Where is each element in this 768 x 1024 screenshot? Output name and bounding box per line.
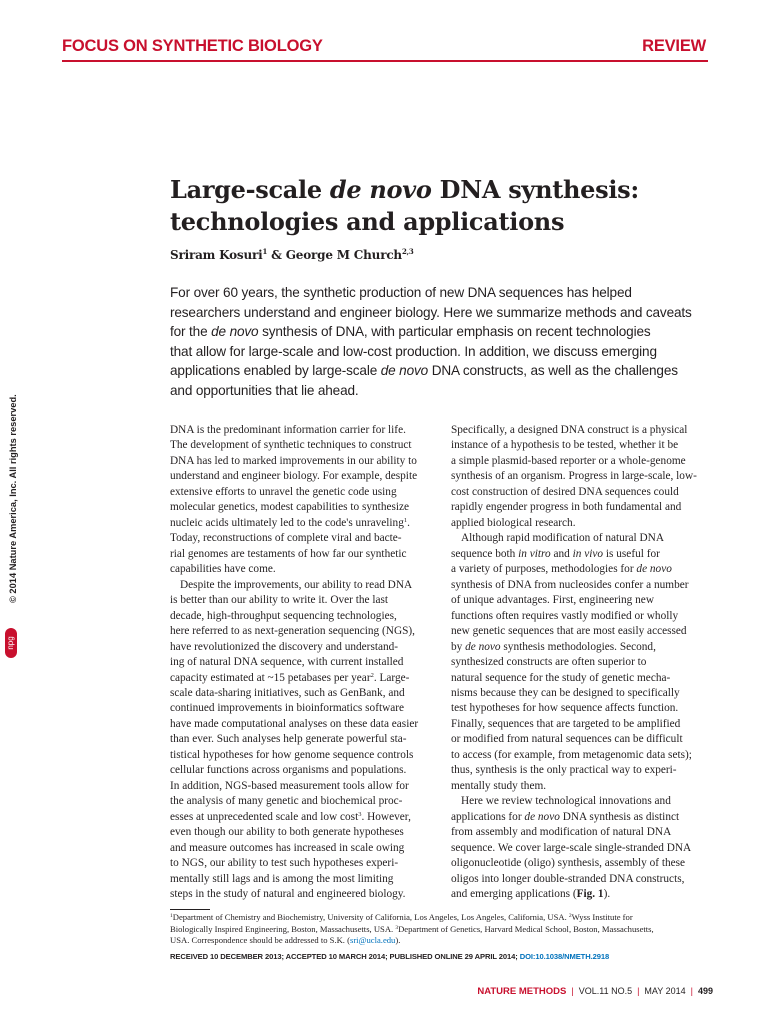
text-line: capabilities have come. [170,563,276,576]
text-line: oligos into longer double-stranded DNA constructs, [451,872,685,885]
text-line: cost construction of desired DNA sequences could [451,485,679,498]
text-line: esses at unprecedented scale and low cost$^3$. However, [170,810,411,823]
article-type-label: REVIEW [642,37,706,55]
text-line: and measure outcomes has increased in scale owing [170,841,405,854]
text-line: molecular genetics, modest capabilities to synthesize [170,501,410,514]
citation-ref[interactable]: 1 [403,516,408,524]
text-line: steps in the study of natural and engineered biology. [170,888,406,901]
text-line: have made computational analyses on these data easier [170,717,419,730]
text-line: the analysis of many genetic and biochemical proc- [170,795,403,808]
text-line: capacity estimated at ~15 petabases per year$^2$. Large- [170,671,410,684]
text-line: applied biological research. [451,516,576,529]
text-line: a simple plasmid-based reporter or a whole-genome [451,454,686,467]
author-name: George M Church [285,248,402,262]
text-line: scale data-sharing initiatives, such as GenBank, and [170,686,405,699]
text-line: mentally still lags and is among the most limiting [170,872,394,885]
text-line: continued improvements in bioinformatics software [170,702,405,715]
text-line: than ever. Such analyses help generate powerful sta- [170,733,407,746]
text-line: Finally, sequences that are targeted to be amplified [451,717,681,730]
text-line: oligonucleotide (oligo) synthesis, assembly of these [451,857,686,870]
text-line: sequence. We cover large-scale single-stranded DNA [451,841,692,854]
text-line: natural sequence for the study of genetic mecha- [451,671,671,684]
text-line: The development of synthetic techniques to construct [170,439,412,452]
text-line: synthesis of DNA from nucleosides confer a number [451,578,689,591]
citation-ref[interactable]: 3 [358,810,362,818]
text-line: rapidly engender progress in both fundamental and [451,501,682,514]
footnote-rule [170,909,210,910]
text-line: DNA is the predominant information carrier for life. [170,424,406,436]
text-line: cellular functions across organisms and populations. [170,764,407,777]
npg-logo [5,628,17,658]
body-column-left [170,423,434,903]
author-list: Sriram Kosuri$^1$ & George M Church$^{2,3}$ [170,247,414,262]
volume-issue: VOL.11 NO.5 [578,986,633,996]
text-line: thus, synthesis is the only practical way to experi- [451,764,677,777]
text-line: from assembly and modification of natural DNA [451,826,672,839]
text-line: is better than our ability to write it. Over the last [170,594,389,607]
text-line: tistical hypotheses for how genome sequence controls [170,748,414,761]
text-line: Today, reconstructions of complete viral and bacte- [170,532,402,545]
text-line: nisms because they can be designed to specifically [451,686,680,699]
publication-dates: RECEIVED 10 DECEMBER 2013; ACCEPTED 10 MARCH 2014; PUBLISHED ONLINE 29 APRIL 2014; DOI:10.1038/NMETH.2918 [170,952,610,961]
text-line: or modified from natural sequences can be difficult [451,733,683,746]
text-line: decade, high-throughput sequencing technologies, [170,609,397,622]
text-line: nucleic acids ultimately led to the code's unraveling$^1$. [170,516,410,529]
text-line: sequence both in vitro and in vivo is useful for [451,547,660,560]
copyright-notice: © 2014 Nature America, Inc. All rights reserved. [8,394,18,603]
text-line: synthesis of an organism. Progress in large-scale, low- [451,470,697,483]
text-line: understand and engineer biology. For example, despite [170,470,418,483]
citation-ref[interactable]: 2 [370,671,374,679]
text-line: instance of a hypothesis to be tested, whether it be [451,439,679,452]
text-line: by de novo synthesis methodologies. Second, [451,640,656,653]
figure-ref[interactable]: Fig. 1 [576,888,604,901]
text-line: a variety of purposes, methodologies for de novo [451,563,672,576]
text-line: have revolutionized the discovery and understand- [170,640,399,653]
text-line: test hypotheses for how sequence affects function. [451,702,679,715]
author-name: Sriram Kosuri [170,248,263,262]
body-column-right [451,423,715,903]
text-line: ing of natural DNA sequence, with current installed [170,656,404,669]
text-line: Despite the improvements, our ability to read DNA [180,578,413,591]
text-line: of unique advantages. First, engineering new [451,594,654,607]
page-number: 499 [697,986,713,996]
section-label: FOCUS ON SYNTHETIC BIOLOGY [62,37,323,55]
journal-name: NATURE METHODS [477,986,567,997]
text-line: here referred to as next-generation sequencing (NGS), [170,625,415,638]
text-line: mentally study them. [451,779,547,792]
text-line: new genetic sequences that are most easily accessed [451,625,687,638]
text-line: Specifically, a designed DNA construct is a physical [451,424,688,436]
correspondence-email-link[interactable]: sri@ucla.edu [349,935,396,945]
text-line: even though our ability to both generate hypotheses [170,826,404,839]
abstract: For over 60 years, the synthetic production of new DNA sequences has helped researchers understand and engineer biology. Here we summarize methods and caveats for the de novo synthesis of DNA, with particular emphasis on recent technologies that allow for large-scale and low-cost production. In addition, we discuss emerging applications enabled by large-scale de novo DNA constructs, as well as the challenges and opportunities that lie ahead. [170,285,692,398]
article-title: Large-scale de novo DNA synthesis: technologies and applications [170,175,639,236]
text-line: to access (for example, from metagenomic data sets); [451,748,692,761]
text-line: extensive efforts to unravel the genetic code using [170,485,397,498]
text-line: DNA has led to marked improvements in our ability to [170,454,417,467]
text-line: and emerging applications (Fig. 1). [451,888,611,901]
doi-link[interactable]: DOI:10.1038/NMETH.2918 [519,952,610,961]
text-line: In addition, NGS-based measurement tools allow for [170,779,409,792]
text-line: Here we review technological innovations and [461,795,671,808]
text-line: synthesized constructs are often superior to [451,656,647,669]
text-line: to NGS, our ability to test such hypotheses experi- [170,857,399,870]
affiliations-footnote: $^1$Department of Chemistry and Biochemistry, University of California, Los Angeles, Los Angeles, California, USA. $^2$Wyss Institute for Biologically Inspired Engineering, Boston, Massachusetts, USA. $^3$Department of Genetics, Harvard Medical School, Boston, Massachusetts, USA. Correspondence should be addressed to S.K. (sri@ucla.edu). [170,912,654,945]
text-line: functions often requires vastly modified or wholly [451,609,679,622]
page-footer: NATURE METHODS | VOL.11 NO.5 | MAY 2014 | 499 [477,986,713,997]
running-header [62,36,708,62]
text-line: rial genomes are testaments of how far our synthetic [170,547,407,560]
text-line: Although rapid modification of natural DNA [461,532,664,545]
text-line: applications for de novo DNA synthesis as distinct [451,810,680,823]
svg-text:npg: npg [6,636,16,650]
issue-date: MAY 2014 [644,986,686,996]
